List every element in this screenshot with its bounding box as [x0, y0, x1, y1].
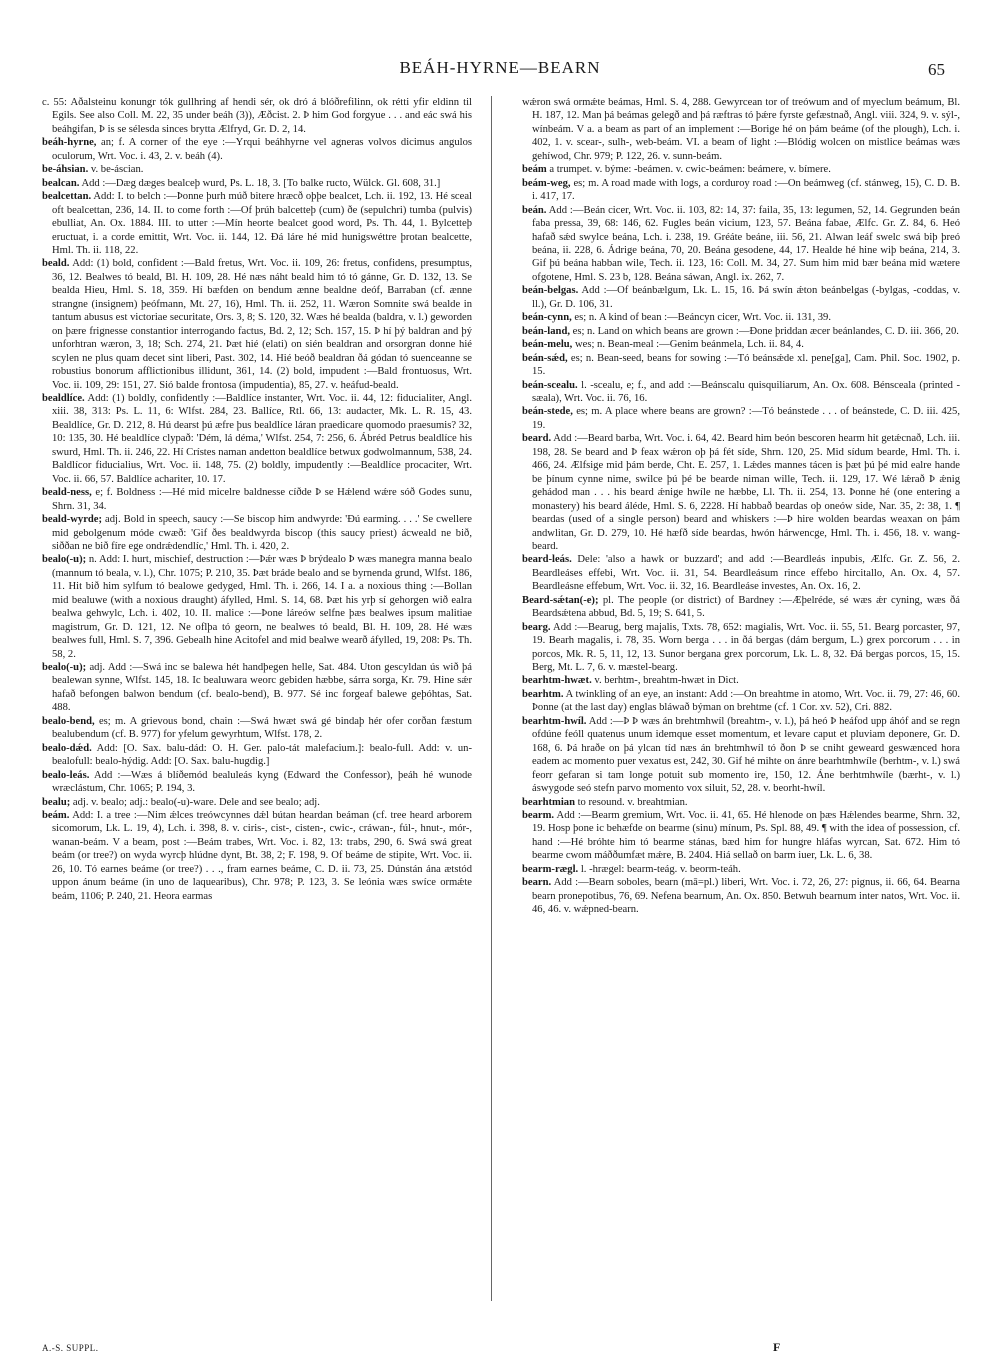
headword: beán-scealu. — [522, 379, 578, 391]
dictionary-entry — [522, 594, 960, 621]
headword: bealcan. — [42, 177, 80, 189]
headword: Beard-sǽtan(-e); — [522, 594, 599, 606]
column-divider — [491, 96, 492, 1301]
headword: bealo-bend, — [42, 715, 95, 727]
entry-text: v. be-áscian. — [88, 164, 144, 176]
headword: bearg. — [522, 621, 551, 633]
entry-text: A twinkling of an eye, an instant: Add :—On breahtme in atomo, Wrt. Voc. ii. 79, 27: 46, 60. Þonne (at the last day) englas bláwað býman on brehtme (cf. 1 Cor. xv. 52), Cri. 882. — [532, 688, 960, 714]
entry-text: to resound. v. breahtmian. — [574, 796, 688, 808]
entry-text: v. berhtm-, breahtm-hwæt in Dict. — [591, 675, 739, 687]
dictionary-entry — [522, 204, 960, 285]
page-header — [0, 58, 1000, 88]
entry-text: l. -hrægel: bearm-teág. v. beorm-teáh. — [578, 863, 741, 875]
headword: beán-stede, — [522, 406, 573, 418]
dictionary-entry — [42, 513, 472, 553]
signature-mark: A.-S. SUPPL. — [42, 1343, 99, 1353]
entry-text: Add: [O. Sax. balu-dád: O. H. Ger. palo-tát malefacium.]: bealo-full. Add: v. un-bealofull: bealo-hýdig. Add: [O. Sax. balu-hugdig.] — [52, 742, 472, 768]
entry-text: Add: I. to belch :—Þonne þurh múð bitere hræcð oþþe bealcet, Lch. ii. 192, 13. Hé sceal oft bealcettan, 236, 14. II. to come forth :—Of þrúh balcetteþ (cum) ðe (sepulchri) tumba (pulvis) ebulliat, An. Ox. 1884. III. to utter :—Mín heorte bealcet good word, Ps. Th. 44, 1. Bylcetteþ eructuat, i. a corde emittit, Wrt. Voc. ii. 144, 12. Ðá láre hé mid hunigswéttre þrotan bealcette, Hml. Th. ii. 118, 22. — [52, 191, 472, 256]
dictionary-entry — [522, 553, 960, 593]
entry-text: adj. Bold in speech, saucy :—Se biscop him andwyrde: 'Ðú earming. . . .' Se cwellere mid gebolgenum móde cwæð: 'Gif ðes bealdwyrda biscop (this saucy priest) ácweald ne bið, siððan ne bið fíre ege ondrǽdendlíc,' Hml. Th. i. 420, 2. — [52, 514, 472, 552]
dictionary-entry — [42, 769, 472, 796]
dictionary-entry — [522, 96, 960, 163]
entry-text: Add :—Bearn soboles, bearn (mā=pl.) liberi, Wrt. Voc. i. 72, 26, 27: pignus, ii. 66, 64. Bearna bearn pronepotibus, 76, 69. Nefena bearnum, An. Ox. 850. Betwuh bearnum inter natos, Wrt. Voc. ii. 46, 46. v. wǽpned-bearn. — [532, 877, 960, 916]
headword: beard. — [522, 433, 552, 445]
entry-text: an; f. A corner of the eye :—Yrqui beáhhyrne vel agneras volvos dicimus angulos oculorum, Wrt. Voc. i. 43, 2. v. beáh (4). — [52, 137, 472, 162]
entry-text: es; n. A kind of bean :—Beáncyn cicer, Wrt. Voc. ii. 131, 39. — [571, 312, 831, 324]
entry-text: l. -scealu, e; f., and add :—Beánscalu quisquiliarum, An. Ox. 608. Bénsceala (printed -sæala), Wrt. Voc. ii. 76, 16. — [532, 379, 960, 404]
headword: bealo-dǽd. — [42, 742, 92, 754]
entry-text: Add :—Beán cicer, Wrt. Voc. ii. 103, 82: 14, 37: faila, 35, 13: legumen, 52, 14. Gegrunden beán faba pressa, 39, 68: 146, 62. Fugles beán vicium, 123, 57. Beána fabae, Ælfc. Gr. Z. 84, 6. Heó hafað sǽd swylce beána, Lch. i. 238, 19. Gréáte beáne, iii. 56, 21. Alwan leáf swelc swá biþ þreó beána, ii. 228, 6. Ádrige beána, 70, 20. Beána gesodene, 44, 17. Healde hé hine wiþ beána, 214, 3. Gif þú beána habban wile, Tech. ii. 123, 16: Coll. M. 34, 27. Sum him mid bær beána mid wætere ofgotene, Hml. S. 23 b, 128. Beána sáwan, Angl. ix. 262, 7. — [532, 204, 960, 283]
headword: beám-weg, — [522, 177, 571, 189]
entry-text: Add :—Bearug, berg majalis, Txts. 78, 652: magialis, Wrt. Voc. ii. 55, 51. Bearg porcaster, 97, 19. Bearh magalis, i. 78, 35. Worn berga . . . in ðá bergas (dám bergum, L.) grex porcorum . . . in porcos, Mk. R. 5, 11, 12, 13. Sunor bergana grex porcorum, Lk. L. 8, 32. Ðá bergas porcos, 15, 15. Berg, Mt. L. 7, 6. v. mæstel-bearg. — [532, 621, 960, 674]
dictionary-entry — [522, 325, 960, 338]
headword: beán-land, — [522, 325, 570, 337]
entry-text: a trumpet. v. býme: -beámen. v. cwic-beámen: beámere, v. bímere. — [546, 164, 831, 176]
headword: bealu; — [42, 796, 71, 808]
entry-text: pl. The people (or district) of Bardney :—Æþelréde, sé wæs ǽr cyning, wæs ðá Beardsǽtena abbud, Bd. 5, 19; S. 641, 5. — [532, 594, 960, 620]
entry-text: Add: (1) boldly, confidently :—Baldlíce instanter, Wrt. Voc. ii. 44, 12: fiducialiter, Angl. xiii. 38, 313: Ps. L. 11, 6: Wlfst. 284, 23. Ballíce, Rtl. 66, 13: audacter, Mk. L. R. 15, 43. Bealdlíce, Gr. D. 212, 8. Hú dearst þú æfre þus bealdlíce láran praedicare quomodo praesumis? 32, 10: 135, 30. Hé bealdlíce clypað: 'Dém, lá déma,' Wlfst. 254, 7: 256, 6. Ábréd Petrus bealdlíce his swurd, Hml. Th. ii. 246, 22. Hí Crístes naman andetton bealdlíce betwux godwolmannum, 538, 24. Baldlícor fiducialius, Wrt. Voc. ii. 148, 75. (2) boldly, impudently :—Bealdlíce procaciter, Wrt. Voc. ii. 66, 57. Baldlíce achariter, 10. 17. — [52, 392, 472, 485]
headword: beán-cynn, — [522, 312, 572, 324]
headword: bealdlíce. — [42, 392, 85, 404]
dictionary-entry — [42, 392, 472, 486]
dictionary-entry — [522, 311, 960, 324]
dictionary-entry — [42, 742, 472, 769]
dictionary-entry — [42, 96, 472, 136]
headword: bealcettan. — [42, 191, 92, 203]
dictionary-entry — [522, 688, 960, 715]
headword: bearn. — [522, 877, 552, 889]
dictionary-entry — [522, 715, 960, 796]
entry-text: Add: (1) bold, confident :—Bald fretus, Wrt. Voc. ii. 109, 26: fretus, confidens, presumptus, 36, 12. Bealwes tó beald, Bl. H. 109, 28. Hé næs náht beald him tó tó gánne, Gr. D. 132, 13. Se bealda Hieu, Hml. S. 18, 359. Hí bæfden on bendum ænne bealdne deóf, Barraban (cf. ænne strangne (insignem) þeófmann, Mt. 27, 16), Hml. Th. ii. 252, 11. Wæron Somnite swá bealde in tantum abusus est victoriae securitate, Ors. 3, 8; S. 120, 32. Wæs hé bealda (baldra, v. l.) geworden on þære frignesse constantior interrogando factus, Bd. 2, 12; Sch. 157, 15. Þ hí þý baldran and þý unforhtran wæron, 3, 18; Sch. 274, 21. Þæt hié (elati) on sién bealdran and orsorgran donne hié scylen ne plus quam decet sint liberi, Past. 302, 14. Hié beóð bealdran ðá gódan tó suenceanne se robustius bonorum afflictionibus illidunt, 361, 14. (2) bold, impudent :—Bald frontuosus, Wrt. Voc. ii. 109, 29: 151, 27. Sió balde frontosa (impudentia), 85, 27. v. heáfud-beald. — [52, 258, 472, 391]
headword: bealo(-u); — [42, 554, 87, 566]
entry-text: wes; n. Bean-meal :—Genim beánmela, Lch. ii. 84, 4. — [572, 339, 804, 351]
dictionary-entry — [42, 553, 472, 661]
dictionary-entry — [522, 338, 960, 351]
entry-text: wǽron swá ormǽte beámas, Hml. S. 4, 288. Gewyrcean tor of treówum and of myeclum beámum, Bl. H. 187, 12. Man þá beámas gelegð and þá ræftras tó þǽre fyrste gefæstnað, Angl. viii. 324, 9. v. sýl-, wínbeám. V a. a beam as part of an implement :—Borige hé on þám beáme (of the plough), Lch. i. 402, 1. v. scear-, sulh-, web-beám. VI. a beam of light :—Blódig wolcen on mistlice beámas wæs gehíwod, Chr. 979; P. 122, 26. v. sunn-beám. — [522, 97, 960, 162]
dictionary-entry — [42, 177, 472, 190]
dictionary-entry — [522, 621, 960, 675]
entry-text: n. Add: I. hurt, mischief, destruction :—Þǽr wæs Þ brýdealo Þ wæs manegra manna bealo (mannum tó beala, v. l.), Chr. 1075; P. 210, 35. Þæt bráde bealo and se byrnenda grund, Wlfst. 186, 11. Hit bið him sylfum tó bealowe gedyged, Hml. Th. i. 266, 14. I a. a noxious thing :—Bollan mid bealuwe (with a noxious draught) áfylled, Hml. S. 14, 68. Þæt his yrþ sí gehorgen wið ealra bealwa gehwylc, Lch. i. 402, 10. II. malice :—Þone láreów selfne þæs bealwes ipsum malitiae magistrum, Gr. D. 121, 12. Ne oflþa tó georn, ne bealwes tó beald, Bl. H. 109, 28. Hé wæs bealwes full, Hml. S. 7, 396. Gebealh hine Acitofel and mid bealwe wearð áfylled, 19, 208: Ps. Th. 58, 2. — [52, 554, 472, 660]
headword: beám. — [42, 810, 70, 822]
headword: beald-ness, — [42, 487, 92, 499]
headword: beald-wyrde; — [42, 514, 103, 526]
entry-text: Add :—Bearm gremium, Wrt. Voc. ii. 41, 65. Hé hlenode on þæs Hǽlendes bearme, Shrn. 32, 19. Hosp þone ic behæfde on bearme (sinu) mínum, Ps. Spl. 88, 49. ¶ with the idea of possession, cf. hand :—Hé bróhte him tó bearme stánas, bæd him for hungre hláfas wyrcan, Sat. 672. Him tó bearme cwom máððumfæt mǽre, B. 2404. Hiá sellað on barm iuer, Lk. L. 6, 38. — [532, 810, 960, 862]
headword: be-áhsian. — [42, 164, 89, 176]
dictionary-entry — [522, 674, 960, 687]
entry-text: Add :—Beard barba, Wrt. Voc. i. 64, 42. Beard him beón bescoren hearm hit getǽcnað, Lch. iii. 198, 28. Se beard and Þ feax wǽron oþ þá fét síde, Shrn. 120, 25. Mid sídum bearde, Hml. Th. i. 466, 24. Ælfsige mid þám berde, Cht. E. 257, 1. Lǽdes mannes tácen is þæt þú þé mid ealre hande be þínum cynne nime, swilce þú þé be bearde niman wille, Tech. ii. 129, 17. Wé lǽrað Þ ǽnig gehádod man . . . his beard ǽnige hwíle ne hæbbe, Ll. Th. ii. 254, 13. Þonne hé (one entering a monastery) his beard áléde, Hml. S. 6, 2228. Hí habbað beardas oþ oneów side, Nar. 35, 2: 38, 1. ¶ beardas (used of a single person) beard and whiskers :—Þ hire wolden beardas weaxan on þám andwlitan, Gr. D. 279, 10. Hé hæfð síde beardas, hwón hárwencge, Hml. Th. i. 456, 18. v. wang-beard. — [532, 433, 960, 552]
headword: beald. — [42, 258, 70, 270]
dictionary-entry — [42, 257, 472, 392]
headword: beard-leás. — [522, 554, 572, 566]
headword: beáh-hyrne, — [42, 137, 97, 149]
entry-text: es; n. Land on which beans are grown :—Ðone þriddan æcer beánlandes, C. D. iii. 366, 20. — [569, 325, 959, 337]
dictionary-entry — [522, 352, 960, 379]
headword: beán-melu, — [522, 339, 573, 351]
dictionary-entry — [42, 661, 472, 715]
headword: bearm. — [522, 810, 555, 822]
dictionary-entry — [522, 177, 960, 204]
entry-text: e; f. Boldness :—Hé mid micelre baldnesse cíðde Þ se Hǽlend wǽre sóð Godes sunu, Shrn. 31, 34. — [52, 487, 472, 512]
dictionary-entry — [522, 284, 960, 311]
dictionary-entry — [522, 379, 960, 406]
dictionary-entry — [522, 809, 960, 863]
headword: beán-belgas. — [522, 285, 579, 297]
entry-text: Add :—Of beánbælgum, Lk. L. 15, 16. Þá swín ǽton beánbelgas (-bylgas, -coddas, v. ll.), Gr. D. 106, 31. — [532, 285, 960, 310]
dictionary-entry — [42, 163, 472, 176]
headword: bealo-leás. — [42, 769, 90, 781]
headword: beám — [522, 164, 547, 176]
dictionary-entry — [522, 432, 960, 553]
entry-text: Add :—Þ Þ wæs án brehtmhwíl (breahtm-, v. l.), þá heó Þ heáfod upp áhóf and se regn ofdúne feóll quatenus unum idemque esset momentum, et levare caput et pluviam deponere, Gr. D. 168, 6. Þá hraðe on þá ylcan tíd næs án brehtmhwíl tó ðon Þ se cniht geweard geswænced hora eadem ac momento puer vexatus est, 242, 30. Gif hé mihte on ánre bearhtmhwíle (berhtm-, v. l.) swá feorr gefaran si tam longe potuit sub momento ire, 150, 12. Áne berhtmhwíle (bærht-, v. l.) áswygode seó stefn parvo momento vox siluit, 52, 28. v. beorht-hwíl. — [532, 715, 960, 795]
headword: bearm-rægl. — [522, 863, 579, 875]
sheet-mark: F — [773, 1340, 781, 1354]
dictionary-entry — [42, 715, 472, 742]
dictionary-entry — [522, 876, 960, 916]
entry-text: es; n. Bean-seed, beans for sowing :—Tó beánsǽde xl. pene[ga], Cam. Phil. Soc. 1902, p. 15. — [532, 352, 960, 378]
entry-text: Add :—Dæg dæges bealceþ wurd, Ps. L. 18, 3. [To balke ructo, Wülck. Gl. 608, 31.] — [79, 177, 441, 189]
dictionary-entry — [522, 863, 960, 876]
dictionary-entry — [522, 163, 960, 176]
right-column — [522, 96, 960, 1341]
entry-text: es; m. A road made with logs, a corduroy road :—On beámweg (cf. stánweg, 15), C. D. B. i. 417, 17. — [532, 177, 960, 203]
entry-text: Add :—Wæs á blíðemód bealuleás kyng (Edward the Confessor), þeáh hé wunode wræclástum, Chr. 1065; P. 194, 3. — [52, 769, 472, 795]
headword: bearhtmian — [522, 796, 575, 808]
headword: bearhtm. — [522, 688, 564, 700]
headword: bearhtm-hwæt. — [522, 675, 592, 687]
running-title: BEÁH-HYRNE—BEARN — [399, 58, 601, 77]
headword: beán. — [522, 204, 547, 216]
entry-text: Dele: 'also a hawk or buzzard'; and add :—Beardleás inpubis, Ælfc. Gr. Z. 56, 2. Beardleáses effebi, Wrt. Voc. ii. 31, 54. Beardleásum rince effebo hircitallo, An. Ox. 4, 57. Beardleásne effebum, Wrt. Voc. ii. 32, 16. Beardleáse investes, An. Ox. 16, 2. — [532, 554, 960, 593]
page-number: 65 — [928, 60, 945, 79]
dictionary-entry — [42, 796, 472, 809]
entry-text: es; m. A place where beans are grown? :—Tó beánstede . . . of beánstede, C. D. iii. 425, 19. — [532, 406, 960, 431]
entry-text: c. 55: Aðalsteinu konungr tók gullhring af hendi sér, ok dró á blóðrefilinn, ok rétti yfir eldinn til Egils. See also Coll. M. 22, 35 under beáh (3)), Æðcist. 2. Þ him God forgyue . . . and eác swá his beáhgifan, Þ is se sélesda sinces brytta Ælfryd, Gr. D. 2, 14. — [42, 97, 472, 135]
dictionary-entry — [42, 190, 472, 257]
headword: beán-sǽd, — [522, 352, 568, 364]
entry-text: adj. v. bealo; adj.: bealo(-u)-ware. Dele and see bealo; adj. — [70, 796, 320, 808]
entry-text: Add: I. a tree :—Nim ǽlces treówcynnes dǽl bútan heardan beáman (cf. tree heard arborem sicomorum, Lk. L. 19, 4), Lch. i. 398, 8. v. ciris-, cist-, cisten-, cwic-, cráwan-, fúl-, hnut-, mór-, wanan-beám. V a beam, post :—Beám trabes, Wrt. Voc. i. 82, 13: trabs, 290, 6. Swá swá great beám (or tree?) on wyda wyrcþ hlúdne dynt, Bt. 38, 2; F. 198, 9. Of beáme de stipite, Wrt. Voc. ii. 26, 10. Tó earnes beáme (or tree?) . . ., fram earnes beáme, C. D. ii. 73, 25. Dúnstán ána ætstód uppon ánum beáme (in uno de laquearibus), Chr. 978; P. 123, 3. Se leónia wæs swíce ormǽte beám, 1106; P. 240, 21. Heora earmas — [52, 810, 472, 902]
headword: bearhtm-hwíl. — [522, 715, 587, 727]
entry-text: es; m. A grievous bond, chain :—Swá hwæt swá gé bindaþ hér ofer corðan fæstum bealubendum (cf. B. 977) for yfelum gewyrhtum, Wlfst. 178, 2. — [52, 715, 472, 741]
dictionary-entry — [42, 136, 472, 163]
left-column — [42, 96, 472, 1341]
dictionary-entry — [42, 809, 472, 903]
entry-text: adj. Add :—Swá inc se balewa hét handþegen helle, Sat. 484. Uton gescyldan ús wið þá bealewan synne, Wlfst. 145, 18. Ic bealuwara weorc gebiden hæbbe, sárra sorga, Kr. 79. Hine sǽr hafað befongen balwon bendum (cf. bealo-bend), B. 977. Sé inc forgeaf balewe geþóhtas, Sat. 488. — [52, 662, 472, 714]
dictionary-entry — [522, 796, 960, 809]
headword: bealo(-u); — [42, 662, 87, 674]
dictionary-entry — [42, 486, 472, 513]
dictionary-entry — [522, 405, 960, 432]
